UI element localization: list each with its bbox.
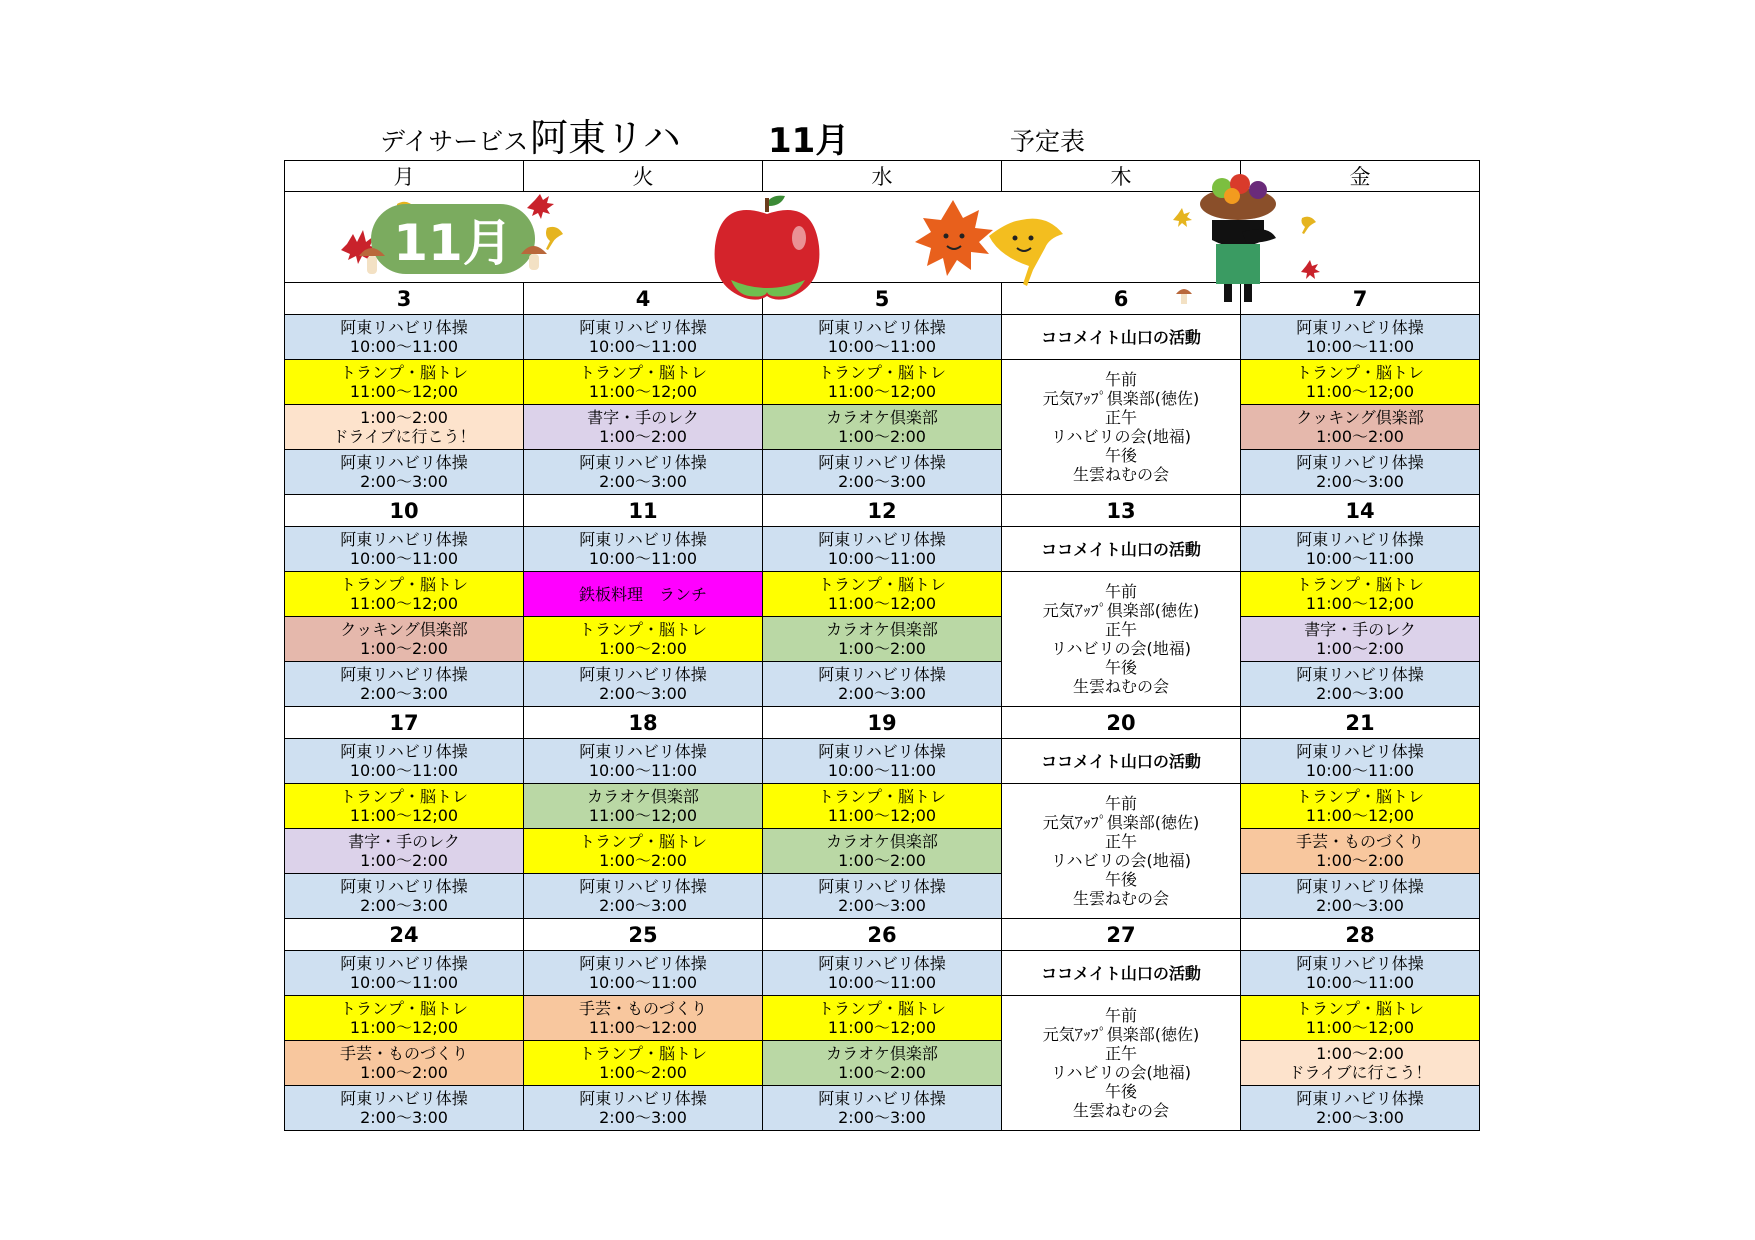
activity-label: トランプ・脳トレ (1295, 787, 1424, 806)
thursday-activity-details (1002, 360, 1241, 495)
activity-cell (524, 1086, 763, 1131)
thursday-detail-line: リハビリの会(地福) (1050, 639, 1191, 658)
activity-label: 阿東リハビリ体操 (340, 530, 468, 549)
activity-time: ドライブに行こう！ (1288, 1063, 1432, 1082)
activity-time: 1:00～2:00 (599, 427, 687, 446)
activity-time: 11:00～12;00 (827, 382, 937, 401)
activity-time: 2:00～3:00 (599, 472, 687, 491)
activity-cell (524, 874, 763, 919)
illustration-cell-tue (524, 192, 763, 283)
activity-cell (285, 662, 524, 707)
activity-row (285, 450, 1480, 495)
activity-label: 鉄板料理 ランチ (578, 584, 707, 604)
activity-time: 10:00～11:00 (349, 973, 459, 992)
thursday-detail-line: 午後 (1104, 658, 1137, 677)
month-label: 11月 (768, 121, 850, 161)
activity-cell (1241, 739, 1480, 784)
activity-label: トランプ・脳トレ (817, 999, 946, 1018)
activity-time: 2:00～3:00 (360, 684, 448, 703)
activity-cell (1241, 829, 1480, 874)
activity-label: カラオケ倶楽部 (587, 787, 699, 806)
thursday-detail-line: 正午 (1104, 832, 1137, 851)
activity-cell (524, 527, 763, 572)
activity-row (285, 874, 1480, 919)
activity-cell (1241, 527, 1480, 572)
activity-time: 11:00～12;00 (827, 806, 937, 825)
activity-time: 10:00～11:00 (349, 337, 459, 356)
activity-label: 阿東リハビリ体操 (340, 665, 468, 684)
activity-cell (763, 739, 1002, 784)
activity-time: 10:00～11:00 (1305, 761, 1415, 780)
activity-time: 10:00～11:00 (588, 761, 698, 780)
activity-cell (1241, 951, 1480, 996)
activity-time: 11:00～12;00 (827, 1018, 937, 1037)
activity-label: 阿東リハビリ体操 (818, 318, 946, 337)
activity-label: 阿東リハビリ体操 (579, 877, 707, 896)
activity-time: 10:00～11:00 (1305, 549, 1415, 568)
activity-row (285, 1086, 1480, 1131)
activity-cell (1241, 996, 1480, 1041)
activity-time: 11:00～12;00 (1305, 1018, 1415, 1037)
thursday-detail-line: 午前 (1104, 582, 1137, 601)
thursday-detail-line: リハビリの会(地福) (1050, 427, 1191, 446)
activity-label: 手芸・ものづくり (339, 1044, 468, 1063)
date-cell-tue: 18 (524, 707, 763, 739)
activity-time: 2:00～3:00 (1316, 1108, 1404, 1127)
date-cell-thu: 27 (1002, 919, 1241, 951)
activity-row (285, 996, 1480, 1041)
thursday-detail-line: 午後 (1104, 446, 1137, 465)
date-cell-tue: 11 (524, 495, 763, 527)
activity-cell (763, 829, 1002, 874)
activity-cell (1241, 874, 1480, 919)
activity-cell (285, 739, 524, 784)
activity-time: 1:00～2:00 (599, 639, 687, 658)
thursday-activity-details (1002, 996, 1241, 1131)
weekday-fri: 金 (1241, 161, 1480, 192)
activity-cell (285, 450, 524, 495)
date-cell-wed: 5 (763, 283, 1002, 315)
service-label: デイサービス (380, 127, 529, 156)
activity-time: 11:00～12;00 (349, 806, 459, 825)
activity-label: トランプ・脳トレ (817, 787, 946, 806)
weekday-tue: 火 (524, 161, 763, 192)
activity-time: 10:00～11:00 (349, 761, 459, 780)
page-title (284, 112, 1474, 162)
activity-time: 11:00～12;00 (349, 382, 459, 401)
activity-cell (285, 527, 524, 572)
activity-time: 2:00～3:00 (1316, 896, 1404, 915)
illustration-cell-fri (1241, 192, 1480, 283)
activity-time: 1:00～2:00 (1316, 427, 1404, 446)
thursday-detail-line: リハビリの会(地福) (1050, 851, 1191, 870)
activity-label: 阿東リハビリ体操 (579, 530, 707, 549)
date-cell-thu: 13 (1002, 495, 1241, 527)
date-row (285, 707, 1480, 739)
activity-cell (763, 315, 1002, 360)
activity-cell (524, 996, 763, 1041)
activity-cell (524, 662, 763, 707)
thursday-detail-line: 午前 (1104, 370, 1137, 389)
illustration-cell-mon (285, 192, 524, 283)
activity-time: 11:00～12;00 (1305, 594, 1415, 613)
activity-cell (524, 450, 763, 495)
activity-label: トランプ・脳トレ (578, 363, 707, 382)
activity-label: トランプ・脳トレ (339, 787, 468, 806)
date-cell-thu: 6 (1002, 283, 1241, 315)
activity-label: 1:00～2:00 (1316, 1044, 1404, 1063)
activity-cell (285, 405, 524, 450)
activity-time: 10:00～11:00 (827, 549, 937, 568)
activity-time: 2:00～3:00 (838, 472, 926, 491)
activity-row (285, 784, 1480, 829)
activity-row (285, 829, 1480, 874)
activity-label: 阿東リハビリ体操 (579, 1089, 707, 1108)
activity-time: 1:00～2:00 (838, 427, 926, 446)
activity-time: 11:00～12;00 (349, 1018, 459, 1037)
activity-label: トランプ・脳トレ (578, 832, 707, 851)
activity-label: 阿東リハビリ体操 (579, 742, 707, 761)
illustration-cell-thu (1002, 192, 1241, 283)
activity-label: トランプ・脳トレ (339, 999, 468, 1018)
activity-label: 阿東リハビリ体操 (579, 954, 707, 973)
activity-label: 阿東リハビリ体操 (579, 318, 707, 337)
date-cell-wed: 12 (763, 495, 1002, 527)
activity-time: 2:00～3:00 (1316, 684, 1404, 703)
activity-label: 阿東リハビリ体操 (1296, 877, 1424, 896)
activity-cell (285, 874, 524, 919)
activity-time: 1:00～2:00 (360, 1063, 448, 1082)
activity-time: 1:00～2:00 (1316, 851, 1404, 870)
activity-row (285, 315, 1480, 360)
thursday-detail-line: 午後 (1104, 1082, 1137, 1101)
activity-label: 阿東リハビリ体操 (818, 877, 946, 896)
activity-label: トランプ・脳トレ (578, 620, 707, 639)
activity-cell (1241, 450, 1480, 495)
date-cell-fri: 7 (1241, 283, 1480, 315)
activity-cell (763, 360, 1002, 405)
weekday-thu: 木 (1002, 161, 1241, 192)
activity-label: 阿東リハビリ体操 (1296, 954, 1424, 973)
thursday-detail-line: 正午 (1104, 1044, 1137, 1063)
date-row (285, 919, 1480, 951)
activity-cell (524, 315, 763, 360)
thursday-detail-line: 生雲ねむの会 (1072, 1101, 1169, 1120)
activity-label: トランプ・脳トレ (1295, 575, 1424, 594)
thursday-detail-line: 正午 (1104, 620, 1137, 639)
activity-label: 阿東リハビリ体操 (579, 665, 707, 684)
activity-time: 1:00～2:00 (838, 639, 926, 658)
thursday-detail-line: 元気ｱｯﾌﾟ倶楽部(徳佐) (1042, 813, 1200, 832)
activity-label: 阿東リハビリ体操 (340, 318, 468, 337)
activity-label: 阿東リハビリ体操 (1296, 453, 1424, 472)
activity-cell (285, 617, 524, 662)
date-cell-fri: 14 (1241, 495, 1480, 527)
activity-cell (763, 1041, 1002, 1086)
activity-label: 阿東リハビリ体操 (1296, 530, 1424, 549)
activity-label: トランプ・脳トレ (817, 575, 946, 594)
activity-row (285, 739, 1480, 784)
activity-time: 2:00～3:00 (360, 896, 448, 915)
activity-time: 1:00～2:00 (838, 1063, 926, 1082)
date-cell-mon: 17 (285, 707, 524, 739)
thursday-activity-title: ココメイト山口の活動 (1002, 527, 1241, 572)
thursday-detail-line: 午前 (1104, 1006, 1137, 1025)
activity-cell (763, 450, 1002, 495)
date-cell-fri: 21 (1241, 707, 1480, 739)
activity-time: 10:00～11:00 (827, 973, 937, 992)
activity-cell (1241, 1041, 1480, 1086)
activity-time: 11:00～12;00 (1305, 382, 1415, 401)
activity-time: ドライブに行こう！ (332, 427, 476, 446)
illustration-row (285, 192, 1480, 283)
activity-time: 1:00～2:00 (1316, 639, 1404, 658)
activity-cell (285, 784, 524, 829)
activity-time: 2:00～3:00 (838, 1108, 926, 1127)
activity-time: 10:00～11:00 (1305, 973, 1415, 992)
activity-label: 1:00～2:00 (360, 408, 448, 427)
date-cell-mon: 24 (285, 919, 524, 951)
activity-cell (524, 739, 763, 784)
date-cell-thu: 20 (1002, 707, 1241, 739)
activity-time: 10:00～11:00 (349, 549, 459, 568)
mushroom-icon (1176, 289, 1192, 304)
activity-time: 1:00～2:00 (360, 639, 448, 658)
activity-cell (763, 996, 1002, 1041)
activity-cell (524, 617, 763, 662)
activity-row (285, 951, 1480, 996)
activity-label: 阿東リハビリ体操 (579, 453, 707, 472)
activity-time: 11:00～12;00 (1305, 806, 1415, 825)
activity-cell (524, 572, 763, 617)
thursday-detail-line: 午前 (1104, 794, 1137, 813)
activity-cell (285, 315, 524, 360)
date-cell-mon: 3 (285, 283, 524, 315)
activity-label: 阿東リハビリ体操 (818, 742, 946, 761)
activity-row (285, 527, 1480, 572)
activity-cell (285, 360, 524, 405)
activity-cell (763, 784, 1002, 829)
activity-cell (1241, 405, 1480, 450)
activity-time: 10:00～11:00 (588, 973, 698, 992)
date-cell-tue: 25 (524, 919, 763, 951)
illustration-cell-wed (763, 192, 1002, 283)
schedule-label: 予定表 (1010, 127, 1086, 156)
activity-cell (763, 617, 1002, 662)
activity-time: 1:00～2:00 (599, 1063, 687, 1082)
thursday-detail-line: 生雲ねむの会 (1072, 465, 1169, 484)
activity-cell (285, 951, 524, 996)
date-cell-mon: 10 (285, 495, 524, 527)
activity-cell (763, 527, 1002, 572)
thursday-activity-title: ココメイト山口の活動 (1002, 315, 1241, 360)
activity-label: トランプ・脳トレ (1295, 363, 1424, 382)
activity-cell (524, 784, 763, 829)
activity-time: 11:00～12;00 (349, 594, 459, 613)
activity-label: 阿東リハビリ体操 (1296, 1089, 1424, 1108)
activity-label: クッキング倶楽部 (340, 620, 468, 639)
activity-time: 1:00～2:00 (360, 851, 448, 870)
activity-cell (1241, 784, 1480, 829)
activity-cell (1241, 360, 1480, 405)
activity-cell (763, 1086, 1002, 1131)
thursday-detail-line: 生雲ねむの会 (1072, 889, 1169, 908)
activity-cell (763, 572, 1002, 617)
activity-label: カラオケ倶楽部 (826, 832, 938, 851)
activity-cell (763, 662, 1002, 707)
activity-time: 11:00～12;00 (827, 594, 937, 613)
activity-time: 2:00～3:00 (599, 896, 687, 915)
activity-row (285, 572, 1480, 617)
activity-label: 阿東リハビリ体操 (340, 877, 468, 896)
activity-time: 2:00～3:00 (599, 1108, 687, 1127)
weekday-mon: 月 (285, 161, 524, 192)
activity-row (285, 1041, 1480, 1086)
schedule-calendar (284, 160, 1480, 1131)
activity-cell (1241, 662, 1480, 707)
activity-time: 2:00～3:00 (599, 684, 687, 703)
thursday-detail-line: 正午 (1104, 408, 1137, 427)
activity-label: 阿東リハビリ体操 (340, 453, 468, 472)
activity-cell (763, 874, 1002, 919)
activity-cell (285, 1086, 524, 1131)
activity-label: 書字・手のレク (587, 408, 699, 427)
activity-cell (524, 1041, 763, 1086)
activity-cell (1241, 1086, 1480, 1131)
thursday-detail-line: 午後 (1104, 870, 1137, 889)
activity-label: 書字・手のレク (1304, 620, 1416, 639)
activity-time: 10:00～11:00 (1305, 337, 1415, 356)
activity-label: クッキング倶楽部 (1296, 408, 1424, 427)
activity-time: 11:00～12:00 (588, 1018, 698, 1037)
activity-label: カラオケ倶楽部 (826, 620, 938, 639)
activity-label: 阿東リハビリ体操 (818, 1089, 946, 1108)
activity-time: 11:00～12;00 (588, 382, 698, 401)
activity-label: 阿東リハビリ体操 (340, 742, 468, 761)
activity-cell (763, 405, 1002, 450)
date-cell-wed: 26 (763, 919, 1002, 951)
activity-label: 阿東リハビリ体操 (818, 530, 946, 549)
thursday-detail-line: 元気ｱｯﾌﾟ倶楽部(徳佐) (1042, 389, 1200, 408)
activity-cell (524, 360, 763, 405)
thursday-activity-title: ココメイト山口の活動 (1002, 739, 1241, 784)
activity-label: 阿東リハビリ体操 (818, 665, 946, 684)
activity-cell (1241, 572, 1480, 617)
activity-row (285, 360, 1480, 405)
date-cell-wed: 19 (763, 707, 1002, 739)
activity-row (285, 405, 1480, 450)
date-cell-fri: 28 (1241, 919, 1480, 951)
activity-label: 阿東リハビリ体操 (340, 954, 468, 973)
activity-time: 10:00～11:00 (827, 761, 937, 780)
activity-time: 2:00～3:00 (838, 896, 926, 915)
activity-label: トランプ・脳トレ (339, 575, 468, 594)
activity-time: 1:00～2:00 (838, 851, 926, 870)
activity-time: 2:00～3:00 (838, 684, 926, 703)
weekday-wed: 水 (763, 161, 1002, 192)
activity-label: トランプ・脳トレ (817, 363, 946, 382)
activity-cell (524, 951, 763, 996)
activity-cell (285, 829, 524, 874)
activity-label: トランプ・脳トレ (578, 1044, 707, 1063)
thursday-detail-line: 元気ｱｯﾌﾟ倶楽部(徳佐) (1042, 601, 1200, 620)
activity-label: トランプ・脳トレ (1295, 999, 1424, 1018)
activity-label: 阿東リハビリ体操 (818, 453, 946, 472)
activity-cell (1241, 315, 1480, 360)
activity-label: カラオケ倶楽部 (826, 1044, 938, 1063)
thursday-detail-line: 元気ｱｯﾌﾟ倶楽部(徳佐) (1042, 1025, 1200, 1044)
activity-cell (524, 829, 763, 874)
activity-label: カラオケ倶楽部 (826, 408, 938, 427)
activity-label: 阿東リハビリ体操 (1296, 318, 1424, 337)
activity-label: 阿東リハビリ体操 (340, 1089, 468, 1108)
activity-cell (285, 1041, 524, 1086)
activity-label: 阿東リハビリ体操 (1296, 665, 1424, 684)
activity-time: 2:00～3:00 (360, 1108, 448, 1127)
month-badge-label: 11月 (393, 214, 513, 272)
date-row (285, 495, 1480, 527)
thursday-detail-line: 生雲ねむの会 (1072, 677, 1169, 696)
thursday-detail-line: リハビリの会(地福) (1050, 1063, 1191, 1082)
thursday-activity-title: ココメイト山口の活動 (1002, 951, 1241, 996)
activity-row (285, 662, 1480, 707)
activity-label: 手芸・ものづくり (578, 999, 707, 1018)
activity-cell (1241, 617, 1480, 662)
maple-leaf-icon (1173, 208, 1192, 227)
thursday-activity-details (1002, 784, 1241, 919)
activity-row (285, 617, 1480, 662)
activity-label: 書字・手のレク (348, 832, 460, 851)
activity-label: 阿東リハビリ体操 (818, 954, 946, 973)
activity-time: 10:00～11:00 (588, 549, 698, 568)
activity-time: 10:00～11:00 (588, 337, 698, 356)
activity-time: 2:00～3:00 (1316, 472, 1404, 491)
activity-time: 10:00～11:00 (827, 337, 937, 356)
thursday-activity-details (1002, 572, 1241, 707)
activity-label: トランプ・脳トレ (339, 363, 468, 382)
activity-time: 1:00～2:00 (599, 851, 687, 870)
activity-label: 阿東リハビリ体操 (1296, 742, 1424, 761)
activity-cell (285, 572, 524, 617)
activity-label: 手芸・ものづくり (1295, 832, 1424, 851)
date-cell-tue: 4 (524, 283, 763, 315)
activity-cell (763, 951, 1002, 996)
activity-cell (285, 996, 524, 1041)
activity-time: 2:00～3:00 (360, 472, 448, 491)
activity-time: 11:00～12;00 (588, 806, 698, 825)
facility-name: 阿東リハ (530, 116, 681, 160)
activity-cell (524, 405, 763, 450)
